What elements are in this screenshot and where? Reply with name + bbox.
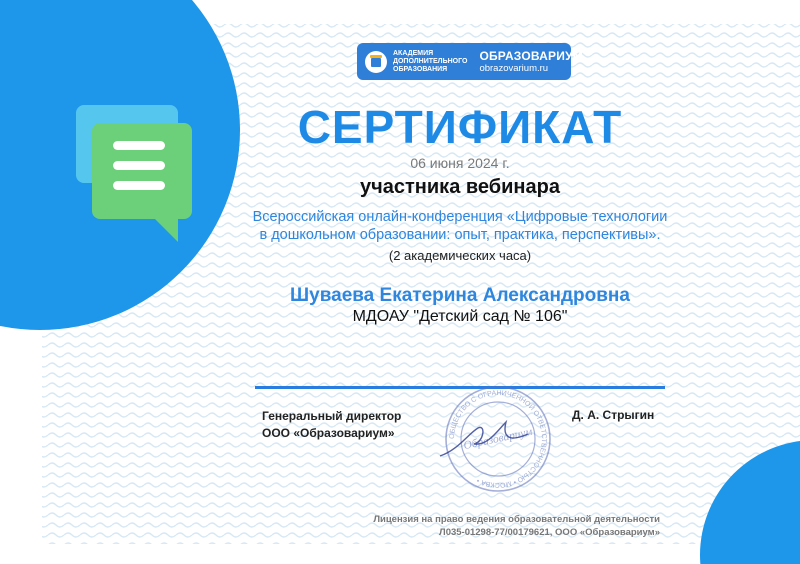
director-position-line-2: ООО «Образовариум» [262, 426, 395, 440]
logo-brand-name: ОБРАЗОВАРИУМ [479, 48, 583, 63]
certificate-date: 06 июня 2024 г. [410, 155, 510, 171]
academic-hours: (2 академических часа) [388, 248, 532, 263]
director-position-line-1: Генеральный директор [262, 409, 402, 423]
certificate-title: СЕРТИФИКАТ [297, 101, 623, 153]
logo-academy-text: АКАДЕМИЯ ДОПОЛНИТЕЛЬНОГО ОБРАЗОВАНИЯ [393, 49, 468, 73]
stamp-ring-text: ОБЩЕСТВО С ОГРАНИЧЕННОЙ ОТВЕТСТВЕННОСТЬЮ • МОСКВА • [448, 389, 548, 489]
company-stamp [438, 384, 558, 494]
director-position [262, 408, 401, 442]
license-line-2: Л035-01298-77/00179621, ООО «Образовариум» [439, 527, 660, 538]
stamp-center-text: Образовариум [462, 425, 534, 453]
event-line-1: Всероссийская онлайн-конференция «Цифровые технологии [252, 209, 668, 225]
logo-website: obrazovarium.ru [479, 62, 549, 74]
event-description [200, 208, 720, 244]
logo-brand-block [479, 50, 583, 74]
license-info [280, 513, 660, 539]
participant-role: участника вебинара [360, 176, 560, 198]
recipient-organization: МДОАУ "Детский сад № 106" [352, 308, 568, 325]
logo-emblem-icon [365, 51, 387, 73]
event-line-2: в дошкольном образовании: опыт, практика, перспективы». [259, 227, 661, 243]
signer-name: Д. А. Стрыгин [572, 408, 655, 422]
obrazovarium-logo [357, 43, 583, 80]
license-line-1: Лицензия на право ведения образовательной деятельности [373, 514, 660, 525]
recipient-name: Шуваева Екатерина Александровна [290, 285, 630, 306]
